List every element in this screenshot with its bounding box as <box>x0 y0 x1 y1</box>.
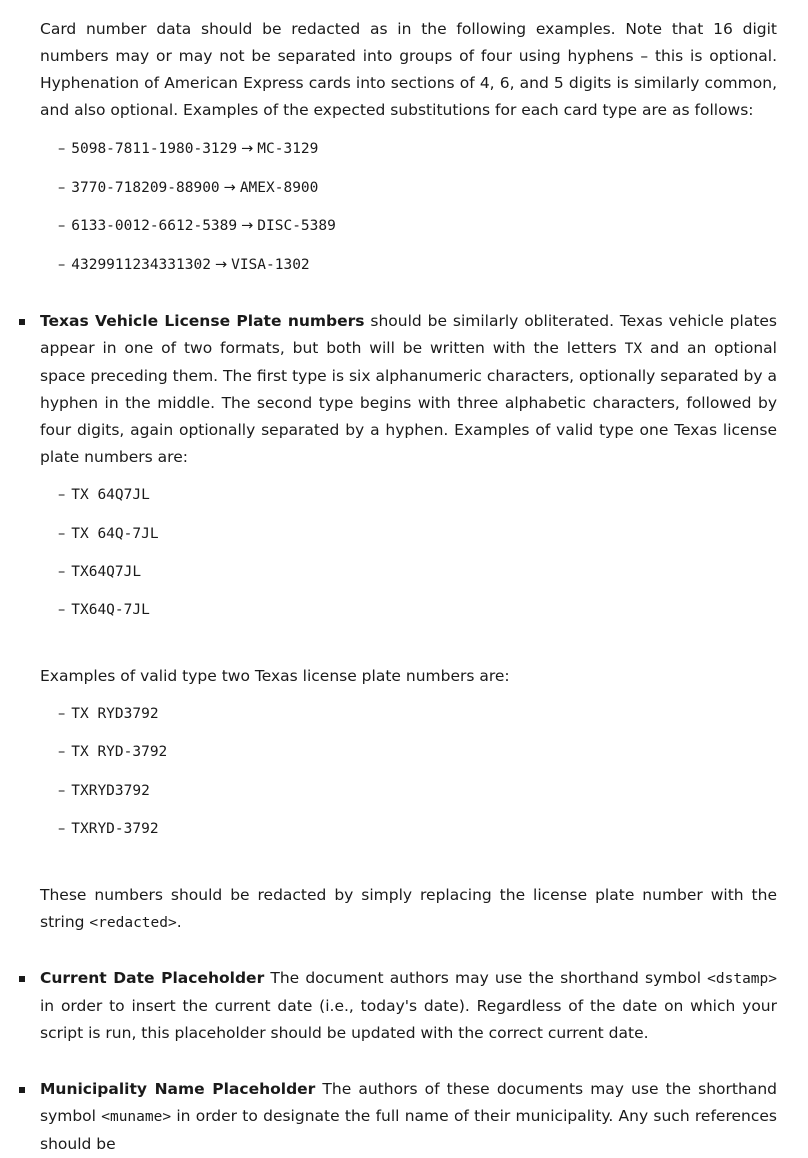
card-redacted: MC-3129 <box>257 141 319 157</box>
card-intro-paragraph <box>40 16 777 124</box>
texas-heading: Texas Vehicle License Plate numbers <box>40 312 365 330</box>
card-number: 5098-7811-1980-3129 <box>71 141 238 157</box>
card-number: 4329911234331302 <box>71 257 211 273</box>
texas-paragraph: Texas Vehicle License Plate numbers should be similarly obliterated. Texas vehicle plates appear in one of two formats, but both will be written with the letters TX and an optional space preceding them. The first type is six alphanumeric characters, optionally separated by a hyphen in the middle. The second type begins with three alphabetic characters, followed by four digits, again optionally separated by a hyphen. Examples of valid type one Texas license plate numbers are: <box>40 312 778 466</box>
type-two-intro: Examples of valid type two Texas license plate numbers are: <box>40 667 510 685</box>
bullet-icon <box>19 319 25 325</box>
plate-type1-4: – TX64Q-7JL <box>58 602 150 618</box>
muni-paragraph: Municipality Name Placeholder The authors of these documents may use the shorthand symbol <muname> in order to designate the full name of their municipality. Any such references should be <box>40 1080 777 1153</box>
redact-paragraph: These numbers should be redacted by simply replacing the license plate number with the string <redacted>. <box>40 886 777 931</box>
card-redacted: AMEX-8900 <box>239 180 319 196</box>
card-redacted: VISA-1302 <box>231 257 310 273</box>
plate-type2-3: – TXRYD3792 <box>58 783 150 799</box>
plate-type2-2: – TX RYD-3792 <box>58 744 168 760</box>
plate-type1-1: – TX 64Q7JL <box>58 487 150 503</box>
card-number: 3770-718209-88900 <box>71 180 220 196</box>
code-redacted: <redacted> <box>89 915 177 931</box>
card-example-1: – 5098-7811-1980-3129 → MC-3129 <box>58 141 319 157</box>
date-heading: Current Date Placeholder <box>40 969 265 987</box>
plate-type1-3: – TX64Q7JL <box>58 564 142 580</box>
plate-type2-4: – TXRYD-3792 <box>58 821 159 837</box>
arrow-icon: → <box>241 218 254 234</box>
plate-type1-2: – TX 64Q-7JL <box>58 526 159 542</box>
card-example-3: – 6133-0012-6612-5389 → DISC-5389 <box>58 218 336 234</box>
card-number: 6133-0012-6612-5389 <box>71 218 238 234</box>
arrow-icon: → <box>214 257 228 273</box>
muni-heading: Municipality Name Placeholder <box>40 1080 316 1098</box>
arrow-icon: → <box>241 141 254 157</box>
card-redacted: DISC-5389 <box>257 218 336 234</box>
code-tx: TX <box>624 341 643 357</box>
plate-type2-1: – TX RYD3792 <box>58 706 159 722</box>
code-dstamp: <dstamp> <box>707 971 777 987</box>
arrow-icon: → <box>223 180 236 196</box>
card-intro-text: Card number data should be redacted as in the following examples. Note that 16 digit numbers may or may not be separated into groups of four using hyphens – this is optional. Hyphenation of American Express cards into sections of 4, 6, and 5 digits is similarly common, and also optional. Examples of the expected substitutions for each card type are as follows: <box>40 20 777 119</box>
bullet-icon <box>19 976 25 982</box>
card-example-4: – 4329911234331302 → VISA-1302 <box>58 257 310 273</box>
card-example-2: – 3770-718209-88900 → AMEX-8900 <box>58 180 319 196</box>
code-muname: <muname> <box>101 1109 172 1125</box>
bullet-icon <box>19 1087 25 1093</box>
date-paragraph: Current Date Placeholder The document authors may use the shorthand symbol <dstamp> in order to insert the current date (i.e., today's date). Regardless of the date on which your script is run, this placeholder should be updated with the correct current date. <box>40 969 777 1042</box>
